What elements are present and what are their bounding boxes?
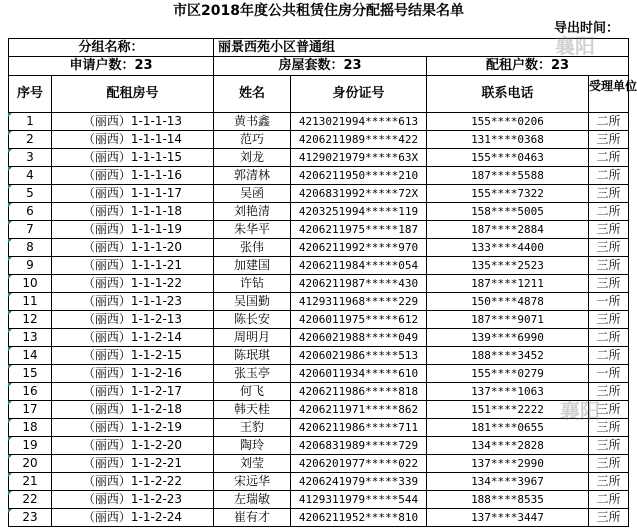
cell-name: 张伟 bbox=[214, 239, 291, 256]
table-header bbox=[8, 76, 637, 113]
cell-name: 左瑞敏 bbox=[214, 491, 291, 508]
cell-id: 4206021988*****049 bbox=[291, 329, 427, 346]
cell-comment-marker bbox=[8, 419, 12, 423]
group-row bbox=[8, 38, 629, 57]
cell-comment-marker bbox=[8, 437, 12, 441]
cell-seq: 18 bbox=[8, 419, 52, 436]
cell-phone: 188****3452 bbox=[427, 347, 589, 364]
cell-phone: 158****5005 bbox=[427, 203, 589, 220]
cell-office: 二所 bbox=[589, 167, 629, 184]
cell-phone: 188****8535 bbox=[427, 491, 589, 508]
table-row bbox=[8, 167, 629, 185]
cell-name: 刘莹 bbox=[214, 455, 291, 472]
cell-id: 4206011975*****612 bbox=[291, 311, 427, 328]
cell-seq: 7 bbox=[8, 221, 52, 238]
cell-id: 4203251994*****119 bbox=[291, 203, 427, 220]
cell-id: 4206211986*****818 bbox=[291, 383, 427, 400]
cell-room: （丽西）1-1-1-20 bbox=[52, 239, 214, 256]
cell-seq: 20 bbox=[8, 455, 52, 472]
applicants-count: 申请户数：23 bbox=[8, 57, 214, 75]
table-row bbox=[8, 365, 629, 383]
cell-phone: 134****2828 bbox=[427, 437, 589, 454]
group-label: 分组名称： bbox=[8, 39, 214, 56]
export-time-label: 导出时间： bbox=[553, 21, 619, 36]
table-row bbox=[8, 149, 629, 167]
cell-office: 三所 bbox=[589, 401, 629, 418]
cell-name: 吴函 bbox=[214, 185, 291, 202]
cell-office: 一所 bbox=[589, 293, 629, 310]
counts-row bbox=[8, 57, 629, 76]
group-name: 丽景西苑小区普通组 bbox=[214, 39, 629, 56]
cell-comment-marker bbox=[8, 203, 12, 207]
houses-count: 房屋套数：23 bbox=[214, 57, 427, 75]
cell-office: 三所 bbox=[589, 437, 629, 454]
cell-phone: 137****2990 bbox=[427, 455, 589, 472]
table-row bbox=[8, 293, 629, 311]
cell-name: 何飞 bbox=[214, 383, 291, 400]
cell-office: 三所 bbox=[589, 473, 629, 490]
cell-room: （丽西）1-1-2-24 bbox=[52, 509, 214, 526]
cell-seq: 19 bbox=[8, 437, 52, 454]
cell-room: （丽西）1-1-1-14 bbox=[52, 131, 214, 148]
cell-id: 4206201977*****022 bbox=[291, 455, 427, 472]
cell-id: 4206211950*****210 bbox=[291, 167, 427, 184]
cell-office: 三所 bbox=[589, 275, 629, 292]
table-row bbox=[8, 113, 629, 131]
cell-phone: 155****7322 bbox=[427, 185, 589, 202]
allocated-count: 配租户数：23 bbox=[427, 57, 629, 75]
cell-office: 三所 bbox=[589, 185, 629, 202]
table-row bbox=[8, 491, 629, 509]
cell-office: 三所 bbox=[589, 455, 629, 472]
table-row bbox=[8, 131, 629, 149]
cell-name: 刘龙 bbox=[214, 149, 291, 166]
cell-name: 周明月 bbox=[214, 329, 291, 346]
cell-comment-marker bbox=[8, 329, 12, 333]
cell-seq: 16 bbox=[8, 383, 52, 400]
cell-name: 范巧 bbox=[214, 131, 291, 148]
cell-phone: 135****2523 bbox=[427, 257, 589, 274]
cell-comment-marker bbox=[8, 401, 12, 405]
cell-seq: 9 bbox=[8, 257, 52, 274]
cell-comment-marker bbox=[8, 365, 12, 369]
cell-comment-marker bbox=[8, 491, 12, 495]
cell-phone: 187****9071 bbox=[427, 311, 589, 328]
cell-office: 二所 bbox=[589, 113, 629, 130]
cell-name: 黄书鑫 bbox=[214, 113, 291, 130]
cell-phone: 137****1063 bbox=[427, 383, 589, 400]
table-row bbox=[8, 419, 629, 437]
cell-id: 4129311968*****229 bbox=[291, 293, 427, 310]
cell-room: （丽西）1-1-1-17 bbox=[52, 185, 214, 202]
watermark: 襄阳 bbox=[560, 399, 600, 423]
page-title: 市区2018年度公共租赁住房分配摇号结果名单 bbox=[173, 3, 464, 19]
cell-phone: 151****2222 bbox=[427, 401, 589, 418]
cell-id: 4206831989*****729 bbox=[291, 437, 427, 454]
header-office: 受理单位 bbox=[589, 76, 629, 112]
cell-room: （丽西）1-1-1-16 bbox=[52, 167, 214, 184]
cell-room: （丽西）1-1-1-21 bbox=[52, 257, 214, 274]
table-row bbox=[8, 509, 629, 527]
cell-comment-marker bbox=[8, 113, 12, 117]
cell-office: 三所 bbox=[589, 419, 629, 436]
cell-seq: 17 bbox=[8, 401, 52, 418]
cell-name: 崔有才 bbox=[214, 509, 291, 526]
cell-id: 4206211971*****862 bbox=[291, 401, 427, 418]
cell-comment-marker bbox=[8, 509, 12, 513]
cell-name: 韩天桂 bbox=[214, 401, 291, 418]
cell-seq: 8 bbox=[8, 239, 52, 256]
cell-comment-marker bbox=[8, 347, 12, 351]
cell-name: 朱华平 bbox=[214, 221, 291, 238]
cell-id: 4206211984*****054 bbox=[291, 257, 427, 274]
cell-office: 二所 bbox=[589, 347, 629, 364]
cell-id: 4206211992*****970 bbox=[291, 239, 427, 256]
cell-name: 加建国 bbox=[214, 257, 291, 274]
cell-id: 4206211952*****810 bbox=[291, 509, 427, 526]
cell-id: 4206211986*****711 bbox=[291, 419, 427, 436]
header-phone: 联系电话 bbox=[427, 76, 589, 112]
cell-seq: 4 bbox=[8, 167, 52, 184]
cell-room: （丽西）1-1-2-23 bbox=[52, 491, 214, 508]
cell-name: 刘艳清 bbox=[214, 203, 291, 220]
cell-comment-marker bbox=[8, 131, 12, 135]
cell-id: 4206021986*****513 bbox=[291, 347, 427, 364]
table-row bbox=[8, 347, 629, 365]
cell-office: 三所 bbox=[589, 239, 629, 256]
table-row bbox=[8, 401, 629, 419]
table-row bbox=[8, 437, 629, 455]
cell-name: 王豹 bbox=[214, 419, 291, 436]
cell-comment-marker bbox=[8, 293, 12, 297]
cell-comment-marker bbox=[8, 239, 12, 243]
cell-room: （丽西）1-1-1-19 bbox=[52, 221, 214, 238]
cell-phone: 134****3967 bbox=[427, 473, 589, 490]
cell-comment-marker bbox=[8, 455, 12, 459]
cell-name: 宋远华 bbox=[214, 473, 291, 490]
cell-phone: 131****0368 bbox=[427, 131, 589, 148]
cell-office: 三所 bbox=[589, 509, 629, 526]
cell-comment-marker bbox=[8, 383, 12, 387]
cell-seq: 1 bbox=[8, 113, 52, 130]
header-id: 身份证号 bbox=[291, 76, 427, 112]
table-row bbox=[8, 455, 629, 473]
cell-room: （丽西）1-1-1-18 bbox=[52, 203, 214, 220]
cell-seq: 10 bbox=[8, 275, 52, 292]
cell-office: 一所 bbox=[589, 365, 629, 382]
cell-room: （丽西）1-1-2-21 bbox=[52, 455, 214, 472]
cell-id: 4206211975*****187 bbox=[291, 221, 427, 238]
cell-room: （丽西）1-1-2-19 bbox=[52, 419, 214, 436]
cell-seq: 23 bbox=[8, 509, 52, 526]
cell-name: 陈珉琪 bbox=[214, 347, 291, 364]
cell-seq: 5 bbox=[8, 185, 52, 202]
table-row bbox=[8, 203, 629, 221]
table-row bbox=[8, 221, 629, 239]
cell-seq: 12 bbox=[8, 311, 52, 328]
header-room: 配租房号 bbox=[52, 76, 214, 112]
cell-name: 吴国勤 bbox=[214, 293, 291, 310]
cell-phone: 187****5588 bbox=[427, 167, 589, 184]
cell-phone: 139****6990 bbox=[427, 329, 589, 346]
cell-id: 4129311979*****544 bbox=[291, 491, 427, 508]
cell-name: 郭清林 bbox=[214, 167, 291, 184]
cell-seq: 14 bbox=[8, 347, 52, 364]
cell-phone: 150****4878 bbox=[427, 293, 589, 310]
cell-room: （丽西）1-1-2-18 bbox=[52, 401, 214, 418]
cell-name: 陈长安 bbox=[214, 311, 291, 328]
cell-comment-marker bbox=[8, 167, 12, 171]
table-row bbox=[8, 239, 629, 257]
cell-name: 许钻 bbox=[214, 275, 291, 292]
cell-phone: 155****0463 bbox=[427, 149, 589, 166]
cell-office: 三所 bbox=[589, 311, 629, 328]
cell-room: （丽西）1-1-1-22 bbox=[52, 275, 214, 292]
cell-office: 三所 bbox=[589, 131, 629, 148]
cell-comment-marker bbox=[8, 221, 12, 225]
watermark: 襄阳 bbox=[555, 34, 595, 58]
cell-id: 4206831992*****72X bbox=[291, 185, 427, 202]
cell-comment-marker bbox=[8, 311, 12, 315]
cell-comment-marker bbox=[8, 473, 12, 477]
cell-phone: 187****2884 bbox=[427, 221, 589, 238]
cell-seq: 6 bbox=[8, 203, 52, 220]
cell-office: 三所 bbox=[589, 257, 629, 274]
cell-office: 三所 bbox=[589, 221, 629, 238]
cell-room: （丽西）1-1-1-23 bbox=[52, 293, 214, 310]
cell-id: 4206211987*****430 bbox=[291, 275, 427, 292]
cell-office: 二所 bbox=[589, 329, 629, 346]
cell-room: （丽西）1-1-1-13 bbox=[52, 113, 214, 130]
cell-comment-marker bbox=[8, 257, 12, 261]
cell-phone: 137****3447 bbox=[427, 509, 589, 526]
cell-id: 4206211989*****422 bbox=[291, 131, 427, 148]
cell-phone: 133****4400 bbox=[427, 239, 589, 256]
cell-room: （丽西）1-1-2-17 bbox=[52, 383, 214, 400]
cell-room: （丽西）1-1-1-15 bbox=[52, 149, 214, 166]
cell-phone: 181****0655 bbox=[427, 419, 589, 436]
cell-phone: 155****0206 bbox=[427, 113, 589, 130]
cell-room: （丽西）1-1-2-22 bbox=[52, 473, 214, 490]
cell-comment-marker bbox=[8, 185, 12, 189]
cell-name: 张玉亭 bbox=[214, 365, 291, 382]
cell-seq: 15 bbox=[8, 365, 52, 382]
header-seq: 序号 bbox=[8, 76, 52, 112]
cell-seq: 13 bbox=[8, 329, 52, 346]
cell-phone: 155****0279 bbox=[427, 365, 589, 382]
table-row bbox=[8, 257, 629, 275]
cell-id: 4206011934*****610 bbox=[291, 365, 427, 382]
table-row bbox=[8, 275, 629, 293]
cell-seq: 22 bbox=[8, 491, 52, 508]
table-row bbox=[8, 383, 629, 401]
cell-room: （丽西）1-1-2-14 bbox=[52, 329, 214, 346]
table-row bbox=[8, 185, 629, 203]
cell-seq: 21 bbox=[8, 473, 52, 490]
cell-comment-marker bbox=[8, 149, 12, 153]
table-row bbox=[8, 311, 629, 329]
cell-seq: 11 bbox=[8, 293, 52, 310]
cell-room: （丽西）1-1-2-16 bbox=[52, 365, 214, 382]
table-row bbox=[8, 329, 629, 347]
cell-office: 二所 bbox=[589, 203, 629, 220]
cell-seq: 2 bbox=[8, 131, 52, 148]
cell-name: 陶玲 bbox=[214, 437, 291, 454]
cell-office: 二所 bbox=[589, 149, 629, 166]
cell-office: 二所 bbox=[589, 491, 629, 508]
cell-room: （丽西）1-1-2-15 bbox=[52, 347, 214, 364]
table-row bbox=[8, 473, 629, 491]
cell-comment-marker bbox=[8, 275, 12, 279]
cell-seq: 3 bbox=[8, 149, 52, 166]
cell-id: 4129021979*****63X bbox=[291, 149, 427, 166]
cell-room: （丽西）1-1-2-20 bbox=[52, 437, 214, 454]
cell-id: 4213021994*****613 bbox=[291, 113, 427, 130]
header-name: 姓名 bbox=[214, 76, 291, 112]
cell-room: （丽西）1-1-2-13 bbox=[52, 311, 214, 328]
cell-id: 4206241979*****339 bbox=[291, 473, 427, 490]
cell-phone: 187****1211 bbox=[427, 275, 589, 292]
cell-office: 三所 bbox=[589, 383, 629, 400]
